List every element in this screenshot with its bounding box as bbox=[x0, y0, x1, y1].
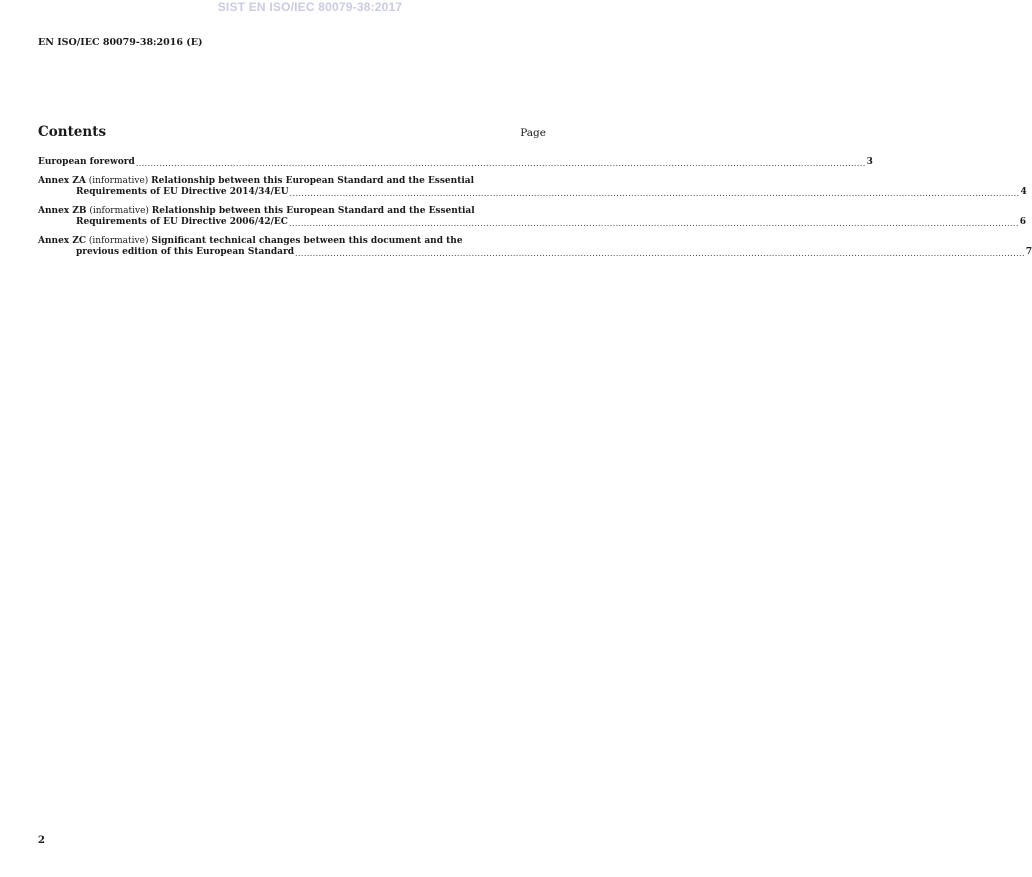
annex-qualifier: (informative) bbox=[89, 205, 149, 216]
watermark: SIST EN ISO/IEC 80079-38:2017 bbox=[217, 0, 403, 14]
annex-title-line1: Relationship between this European Standard and the Essential bbox=[151, 175, 475, 186]
toc-entry-foreword[interactable] bbox=[38, 157, 873, 169]
toc-entry-annex-zb[interactable] bbox=[38, 205, 1027, 229]
page-number: 2 bbox=[38, 835, 45, 846]
dot-leader: ........................................................................................................................................................................................................................................................ bbox=[135, 158, 866, 168]
toc-entry-annex-zc[interactable] bbox=[38, 235, 1032, 259]
annex-title-line1: Significant technical changes between this document and the bbox=[151, 235, 463, 246]
toc-page-number: 4 bbox=[1020, 187, 1027, 197]
toc-entry-annex-za[interactable] bbox=[38, 175, 1027, 199]
annex-label: Annex ZB bbox=[38, 205, 87, 216]
table-of-contents bbox=[38, 157, 1032, 266]
toc-entry-title: European foreword bbox=[38, 157, 135, 167]
annex-title-line2: Requirements of EU Directive 2006/42/EC bbox=[76, 217, 288, 227]
dot-leader: ........................................................................................................................................................................................................................................................ bbox=[288, 218, 1019, 228]
contents-heading: Contents bbox=[38, 124, 107, 140]
page-column-label: Page bbox=[520, 127, 546, 139]
toc-page-number: 6 bbox=[1019, 217, 1027, 227]
toc-page-number: 7 bbox=[1025, 247, 1032, 257]
document-id: EN ISO/IEC 80079-38:2016 (E) bbox=[38, 37, 203, 48]
annex-label: Annex ZC bbox=[38, 235, 87, 246]
annex-qualifier: (informative) bbox=[88, 175, 149, 186]
annex-title-line1: Relationship between this European Standard and the Essential bbox=[151, 205, 475, 216]
annex-label: Annex ZA bbox=[38, 175, 86, 186]
dot-leader: ........................................................................................................................................................................................................................................................ bbox=[289, 188, 1020, 198]
annex-title-line2: Requirements of EU Directive 2014/34/EU bbox=[76, 187, 289, 197]
annex-title-line2: previous edition of this European Standard bbox=[76, 247, 295, 257]
annex-qualifier: (informative) bbox=[88, 235, 149, 246]
dot-leader: ........................................................................................................................................................................................................................................................ bbox=[295, 248, 1025, 258]
toc-page-number: 3 bbox=[866, 157, 873, 167]
